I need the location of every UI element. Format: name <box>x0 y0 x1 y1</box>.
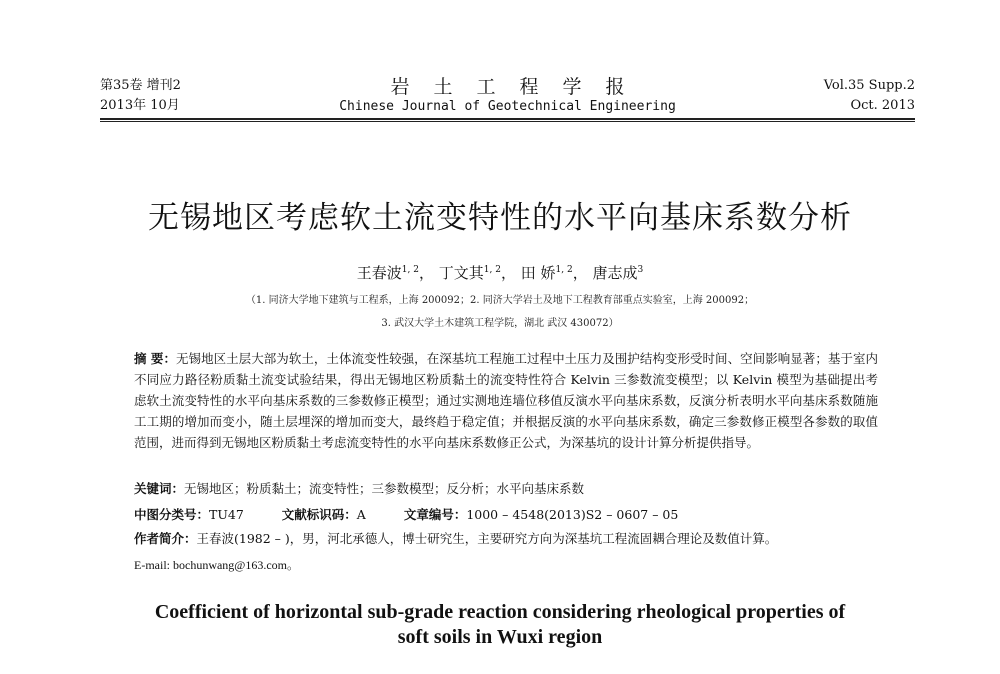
keywords-text: 无锡地区；粉质黏土；流变特性；三参数模型；反分析；水平向基床系数 <box>184 481 585 496</box>
author-bio <box>134 530 777 548</box>
paper-title-en-line-1: Coefficient of horizontal sub-grade reaction considering rheological properties of <box>154 601 846 623</box>
journal-header <box>100 76 915 118</box>
keywords-label: 关键词： <box>134 481 185 496</box>
clc-number <box>134 506 244 524</box>
author-name: 王春波 <box>356 264 402 282</box>
author-affiliation-mark: 3 <box>637 265 644 275</box>
affiliation-line-2: 3. 武汉大学土木建筑工程学院，湖北 武汉 430072） <box>381 318 619 329</box>
document-code-value: A <box>356 507 366 522</box>
author-affiliation-mark: 1, 2 <box>401 265 419 275</box>
article-number <box>404 506 679 524</box>
classification-row <box>134 506 712 524</box>
paper-title-cn: 无锡地区考虑软土流变特性的水平向基床系数分析 <box>148 200 852 236</box>
abstract-text: 无锡地区土层大部为软土，土体流变性较强，在深基坑工程施工过程中土压力及围护结构变形受时间、空间影响显著；基于室内不同应力路径粉质黏土流变试验结果，得出无锡地区粉质黏土的流变特性符合 Kelvin 三参数流变模型；以 Kelvin 模型为基础提出考虑软土流变特性的水平向基床系数的三参数修正模型；通过实测地连墙位移值反演水平向基床系数，反演分析表明水平向基床系数随施工工期的增加而变小，随土层埋深的增加而变大，最终趋于稳定值；并根据反演的水平向基床系数，确定三参数修正模型各参数的取值范围，进而得到无锡地区粉质黏土考虑流变特性的水平向基床系数修正公式，为深基坑的设计计算分析提供指导。 <box>134 351 878 450</box>
date-en: Oct. 2013 <box>850 98 915 113</box>
author-affiliation-mark: 1, 2 <box>483 265 501 275</box>
paper-title-en-line-2: soft soils in Wuxi region <box>397 626 603 648</box>
author-email: E-mail: bochunwang@163.com。 <box>134 558 300 572</box>
author-affiliation-mark: 1, 2 <box>555 265 573 275</box>
author-bio-label: 作者简介： <box>134 531 197 546</box>
abstract <box>134 348 878 453</box>
journal-name-cn: 岩土工程学报 <box>390 76 649 98</box>
author-name: 丁文其 <box>438 264 484 282</box>
author-name: 田 娇 <box>520 264 556 282</box>
journal-name-en: Chinese Journal of Geotechnical Engineering <box>339 99 676 114</box>
document-code-label: 文献标识码： <box>281 507 357 522</box>
document-code <box>282 506 366 524</box>
header-right <box>824 76 915 116</box>
paper-title-en <box>0 600 1000 650</box>
author-bio-text: 王春波(1982 – )，男，河北承德人，博士研究生，主要研究方向为深基坑工程流固耦合理论及数值计算。 <box>196 531 778 546</box>
keywords <box>134 480 584 498</box>
author-name: 唐志成 <box>592 264 638 282</box>
header-rule-thick <box>100 118 915 120</box>
article-number-label: 文章编号： <box>403 507 467 522</box>
header-rule-thin <box>100 121 915 122</box>
clc-label: 中图分类号： <box>134 507 210 522</box>
clc-value: TU47 <box>209 507 244 522</box>
date-cn: 2013年 10月 <box>100 98 180 113</box>
abstract-label: 摘 要： <box>134 351 176 366</box>
volume-issue-cn: 第35卷 增刊2 <box>100 78 181 93</box>
author-list: 王春波$^{1, 2}$， 丁文其$^{1, 2}$， 田 娇$^{1, 2}$， 唐志成$^3$ <box>356 264 644 282</box>
header-center <box>100 76 915 116</box>
affiliation-line-1: （1. 同济大学地下建筑与工程系，上海 200092；2. 同济大学岩土及地下工程教育部重点实验室，上海 200092； <box>245 295 755 306</box>
article-number-value: 1000 – 4548(2013)S2 – 0607 – 05 <box>466 507 679 522</box>
volume-issue-en: Vol.35 Supp.2 <box>823 78 915 93</box>
